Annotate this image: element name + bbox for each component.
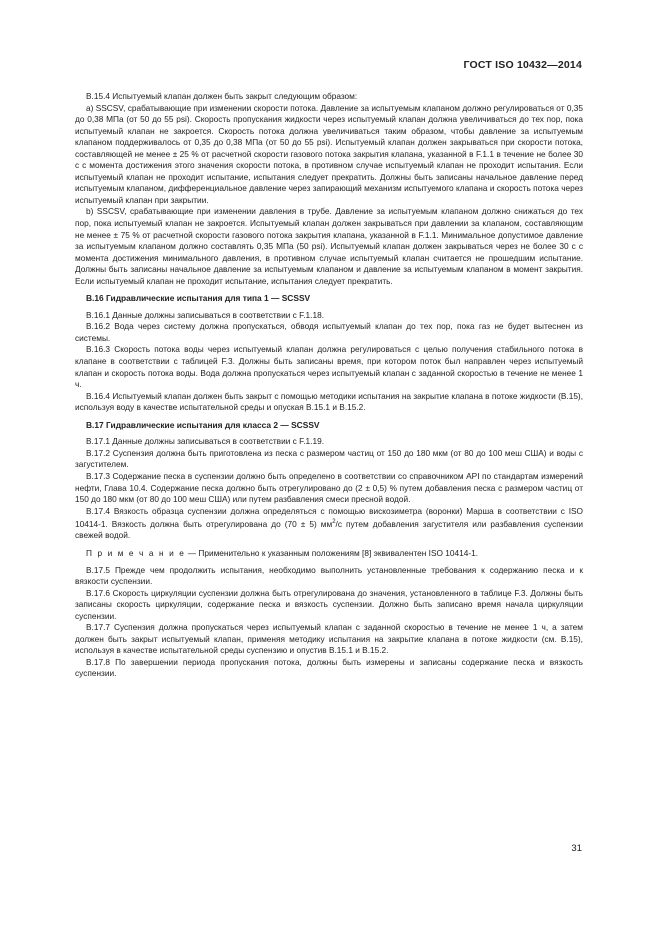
paragraph-b17-1: B.17.1 Данные должны записываться в соответствии с F.1.19. <box>86 436 325 447</box>
paragraph-b15-4: B.15.4 Испытуемый клапан должен быть закрыт следующим образом: <box>86 91 358 101</box>
paragraph-b17-4-text: B.17.4 Вязкость образца суспензии должна определяться с помощью вискозиметра (воронки) Марша в соответствии с ISO 10414-1. Вязкость должна быть отрегулирована до (70 ± 5) мм <box>75 505 583 529</box>
paragraph-b15-4-a: a) SSCSV, срабатывающие при изменении скорости потока. Давление за испытуемым клапаном должно регулироваться от 0,35 до 0,38 МПа (от 50 до 55 psi). Скорость пропускания жидкости через испытуемый клапан должна увеличиваться до тех пор, пока испытуемый клапан не закроется. Скорость потока должна увеличиваться таким образом, чтобы давление за испытуемым клапаном поддерживалось от 0,35 до 0,38 МПа (от 50 до 55 psi). Испытуемый клапан должен закрываться при скорости потока, составляющей не менее ± 25 % от расчетной скорости газового потока закрытия клапана, указанной в F.1.1 в течение не более 30 с с момента достижения этого значения скорости потока, в противном случае испытуемый клапан не проходит испытания. Если испытуемый клапан не проходит испытание, испытания следует прекратить. Должны быть записаны начальное давление перед испытуемым клапаном, дифференциальное давление через запирающий механизм испытуемого клапана и скорость потока через испытуемый клапан при закрытии. <box>75 102 583 205</box>
note-text: — Применительно к указанным положениям [8] эквивалентен ISO 10414-1. <box>185 548 479 558</box>
note <box>75 548 583 560</box>
paragraph-b17-5: B.17.5 Прежде чем продолжить испытания, необходимо выполнить установленные требования к содержанию песка и к вязкости суспензии. <box>75 564 583 587</box>
paragraph-b15-4-b: b) SSCSV, срабатывающие при изменении давления в трубе. Давление за испытуемым клапаном должно снижаться до тех пор, пока испытуемый клапан не закроется. Испытуемый клапан должен закрываться при давлении за клапаном, составляющим не менее ± 75 % от расчетной скорости газового потока закрытия клапана, указанной в F.1.1. Минимальное допустимое давление за испытуемым клапаном должно составлять 0,35 МПа (50 psi). Испытуемый клапан должен закрываться через не более 30 с с момента достижения минимального давления, в противном случае испытуемый клапан считается не прошедшим испытание. Должны быть записаны начальное давление за испытуемым клапаном и давление за испытуемым клапаном в момент закрытия. Если испытуемый клапан не проходит испытание, испытания следует прекратить. <box>75 206 583 286</box>
paragraph-b17-7: B.17.7 Суспензия должна пропускаться через испытуемый клапан с заданной скоростью в течение не менее 1 ч, а затем должен быть закрыт испытуемый клапан, применяя методику испытания на закрытие клапана в потоке жидкости (см. B.15), используя в качестве испытательной среды суспензию и опустив B.15.1 и B.15.2. <box>75 622 583 656</box>
paragraph-b16-3: B.16.3 Скорость потока воды через испытуемый клапан должна регулироваться с целью получения стабильного потока в клапане в соответствии с таблицей F.3. Должны быть записаны время, при котором поток был направлен через испытуемый клапан и скорость потока воды. Вода должна пропускаться через испытуемый клапан с заданной скоростью в течение не менее 1 ч. <box>75 344 583 390</box>
paragraph-b17-2: B.17.2 Суспензия должна быть приготовлена из песка с размером частиц от 150 до 180 мкм (от 80 до 100 меш США) и воды с загустителем. <box>75 447 583 470</box>
document-header: ГОСТ ISO 10432—2014 <box>463 59 582 71</box>
paragraph-b17-3: B.17.3 Содержание песка в суспензии должно быть определено в соответствии со справочником API по стандартам измерений нефти, Глава 10.4. Содержание песка должно быть отрегулировано до (2 ± 0,5) % путем добавления песка с размером частиц от 150 до 180 мкм (от 80 до 100 меш США) или путем разбавления смеси пресной водой. <box>75 470 583 505</box>
note-label: П р и м е ч а н и е <box>86 548 186 558</box>
section-heading-b17: B.17 Гидравлические испытания для класса 2 — SCSSV <box>86 419 320 430</box>
paragraph-b17-4 <box>75 506 583 542</box>
paragraph-b16-2: B.16.2 Вода через систему должна пропускаться, обводя испытуемый клапан до тех пор, пока газ не будет вытеснен из системы. <box>75 321 583 343</box>
paragraph-b16-1: B.16.1 Данные должны записываться в соответствии с F.1.18. <box>86 309 325 320</box>
paragraph-b17-6: B.17.6 Скорость циркуляции суспензии должна быть отрегулирована до значения, установленного в таблице F.3. Должны быть записаны скорость циркуляции, содержание песка и вязкость суспензии. Должно быть записано время начала циркуляции суспензии. <box>75 587 583 621</box>
superscript-two: 2 <box>332 519 336 526</box>
page-number: 31 <box>571 843 582 854</box>
paragraph-b17-4-text-end: /с путем добавления загустителя или разбавления суспензии свежей водой. <box>75 518 583 541</box>
paragraph-b17-8: B.17.8 По завершении периода пропускания потока, должны быть измерены и записаны содержание песка и вязкость суспензии. <box>75 656 583 679</box>
document-body <box>75 91 583 680</box>
section-heading-b16: B.16 Гидравлические испытания для типа 1 — SCSSV <box>86 293 311 304</box>
paragraph-b16-4: B.16.4 Испытуемый клапан должен быть закрыт с помощью методики испытания на закрытие клапана в потоке жидкости (B.15), используя воду в качестве испытательной среды и опуская B.15.1 и B.15.2. <box>75 390 583 413</box>
